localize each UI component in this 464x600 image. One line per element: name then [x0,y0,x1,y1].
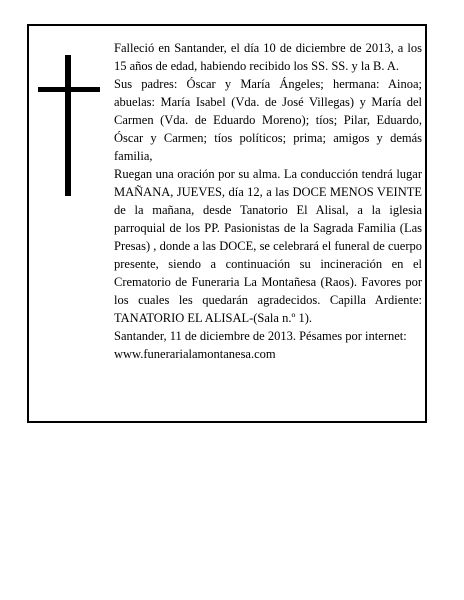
cross-icon [38,55,100,196]
notice-family: Sus padres: Óscar y María Ángeles; hermana: Ainoa; abuelas: María Isabel (Vda. de José Villegas) y María del Carmen (Vda. de Eduardo Moreno); tíos; Pilar, Eduardo, Óscar y Carmen; tíos políticos; prima; amigos y demás familia, [114,77,422,163]
cross-vertical-bar [65,55,71,196]
notice-death-announcement: Falleció en Santander, el día 10 de diciembre de 2013, a los 15 años de edad, habiendo recibido los SS. SS. y la B. A. [114,41,422,73]
notice-funeral-details: Ruegan una oración por su alma. La conducción tendrá lugar MAÑANA, JUEVES, día 12, a las DOCE MENOS VEINTE de la mañana, desde Tanatorio El Alisal, a la iglesia parroquial de los PP. Pasionistas de la Sagrada Familia (Las Presas) , donde a las DOCE, se celebrará el funeral de cuerpo presente, siendo a continuación su incineración en el Crematorio de Funeraria La Montañesa (Raos). Favores por los cuales les quedarán agradecidos. Capilla Ardiente: TANATORIO EL ALISAL-(Sala n.º 1). [114,167,422,325]
cross-horizontal-bar [38,87,100,92]
notice-closing: Santander, 11 de diciembre de 2013. Pésames por internet: www.funerarialamontanesa.com [114,329,407,361]
notice-body [114,39,422,363]
